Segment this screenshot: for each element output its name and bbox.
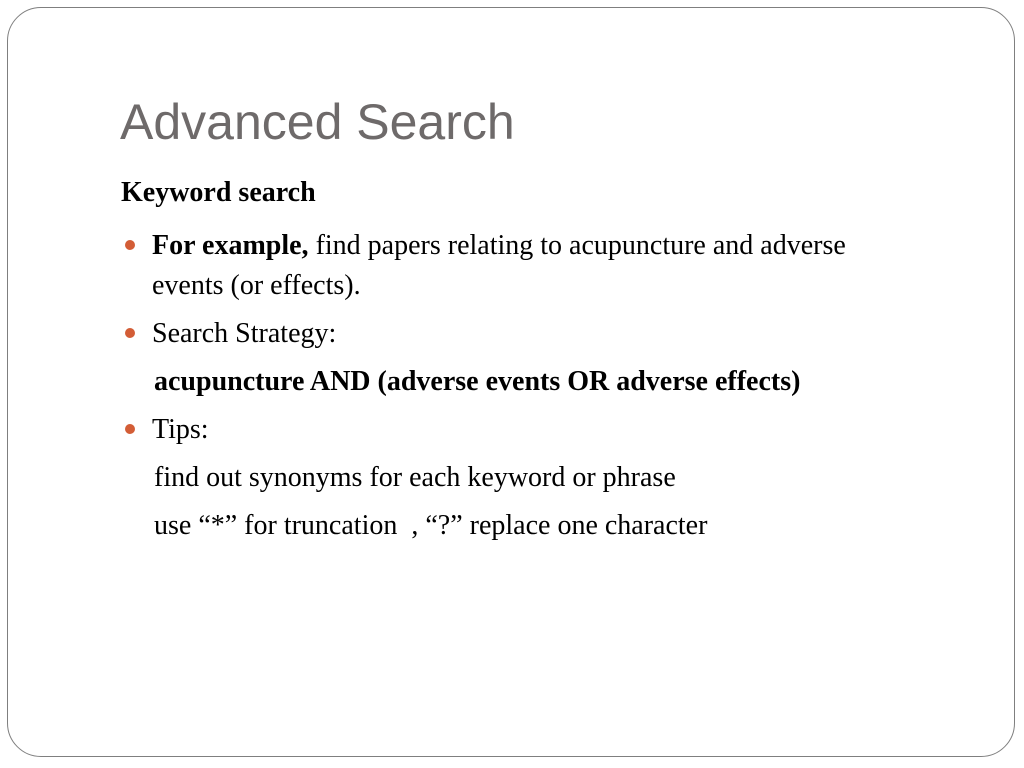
tips-label: Tips: (152, 413, 209, 445)
tip-synonyms: find out synonyms for each keyword or phrase (154, 461, 676, 493)
tip-truncation: use “*” for truncation , “?” replace one character (154, 509, 708, 541)
bullet-dot-icon (125, 328, 135, 338)
bullet-strategy (121, 314, 911, 354)
search-query: acupuncture AND (adverse events OR adverse effects) (154, 365, 801, 397)
slide-content (121, 174, 911, 554)
bullet-tips (121, 410, 911, 450)
bullet-dot-icon (125, 424, 135, 434)
strategy-label: Search Strategy: (152, 317, 337, 349)
bullet-dot-icon (125, 240, 135, 250)
subheading: Keyword search (121, 177, 316, 208)
slide-title: Advanced Search (120, 94, 515, 150)
example-label: For example, (152, 229, 309, 261)
example-text: find papers relating to acupuncture and adverse events (or effects). (152, 229, 846, 301)
slide (7, 7, 1015, 757)
bullet-example (121, 226, 911, 306)
